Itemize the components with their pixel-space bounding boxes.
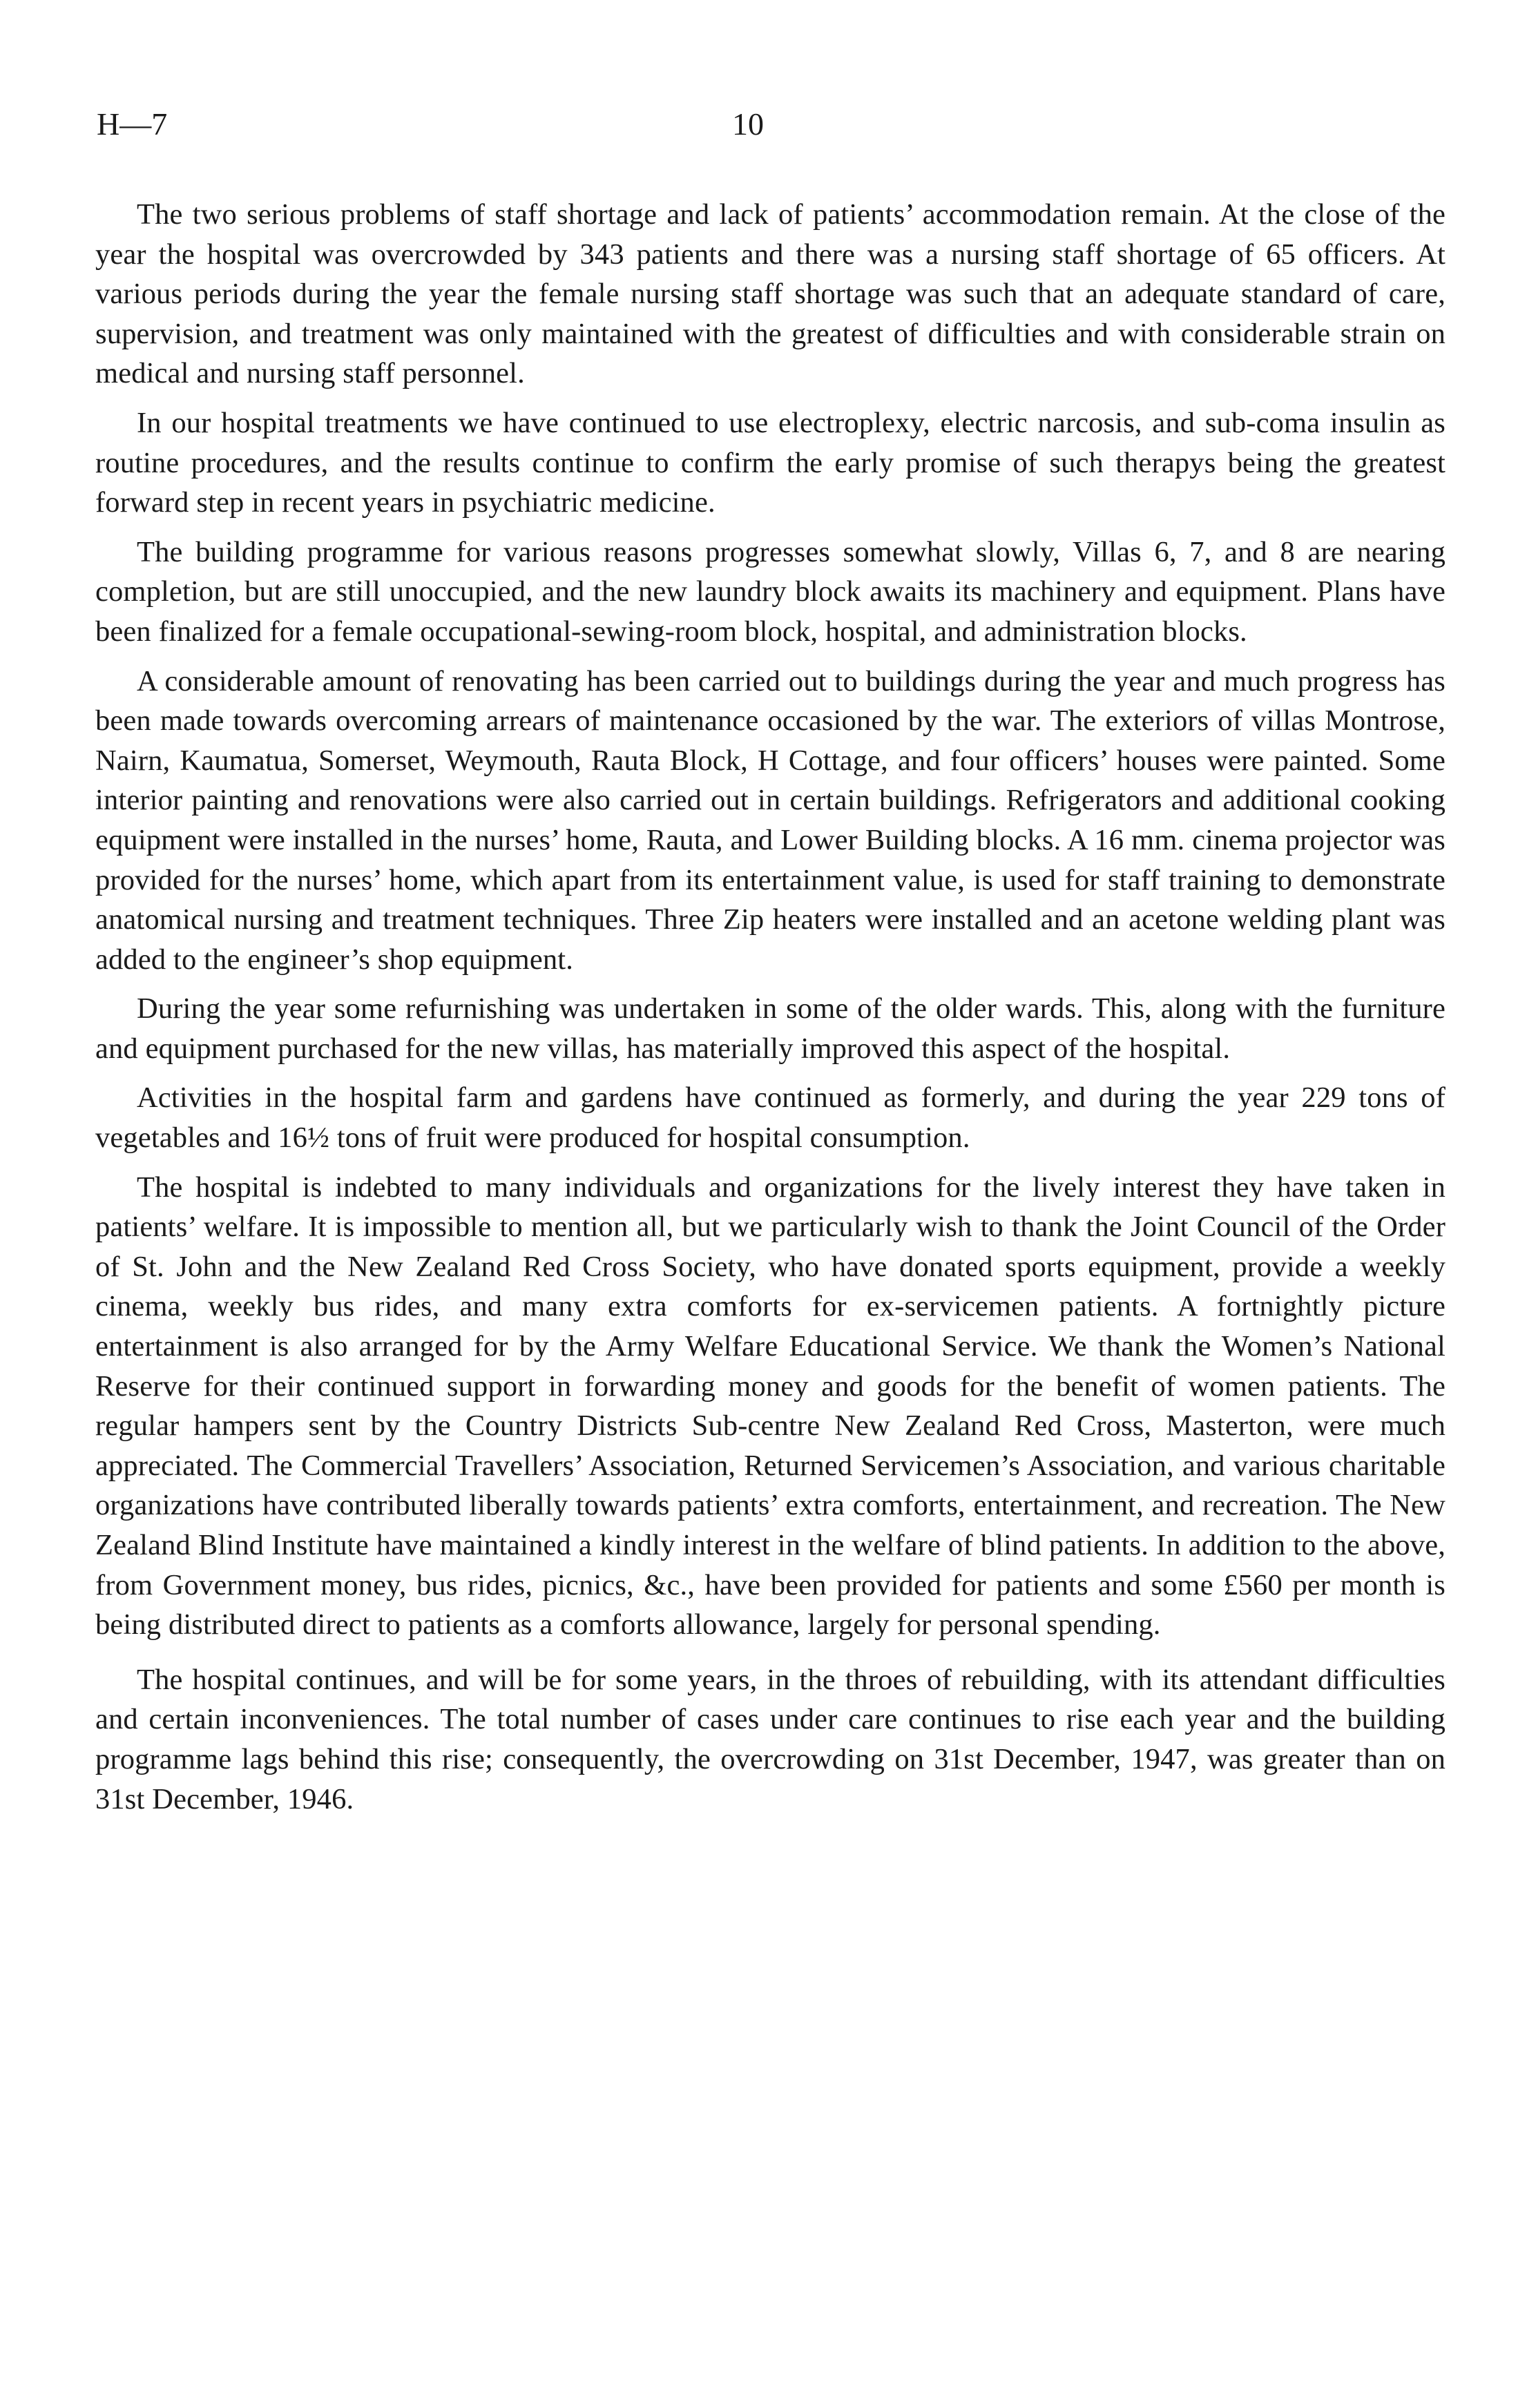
document-code: H—7 xyxy=(97,106,168,142)
page-number: 10 xyxy=(732,106,764,142)
paragraph-treatments: In our hospital treatments we have continued to use electroplexy, electric narcosis, and sub-coma insulin as routine procedures, and the results continue to confirm the early promise of such therapys being the greatest forward step in recent years in psychiatric medicine. xyxy=(95,406,1446,519)
paragraph-staff-shortage: The two serious problems of staff shortage and lack of patients’ accommodation remain. At the close of the year the hospital was overcrowded by 343 patients and there was a nursing staff shortage of 65 officers. At various periods during the year the female nursing staff shortage was such that an adequate standard of care, supervision, and treatment was only maintained with the greatest of difficulties and with considerable strain on medical and nursing staff personnel. xyxy=(95,198,1446,390)
paragraph-acknowledgements: The hospital is indebted to many individuals and organizations for the lively interest they have taken in patients’ welfare. It is impossible to mention all, but we particularly wish to thank the Joint Council of the Order of St. John and the New Zealand Red Cross Society, who have donated sports equipment, provide a weekly cinema, weekly bus rides, and many extra comforts for ex-servicemen patients. A fortnightly picture entertainment is also arranged for by the Army Welfare Educational Service. We thank the Women’s National Reserve for their continued support in forwarding money and goods for the benefit of women patients. The regular hampers sent by the Country Districts Sub-centre New Zealand Red Cross, Masterton, were much appreciated. The Commercial Travellers’ Association, Returned Servicemen’s Association, and various charitable organizations have contributed liberally towards patients’ extra comforts, entertainment, and recreation. The New Zealand Blind Institute have maintained a kindly interest in the welfare of blind patients. In addition to the above, from Government money, bus rides, picnics, &c., have been provided for patients and some £560 per month is being distributed direct to patients as a comforts allowance, largely for personal spending. xyxy=(95,1171,1446,1641)
paragraph-farm-and-gardens: Activities in the hospital farm and gardens have continued as formerly, and during the year 229 tons of vegetables and 16½ tons of fruit were produced for hospital consumption. xyxy=(95,1081,1446,1155)
body-text xyxy=(95,195,1446,1819)
paragraph-building-programme: The building programme for various reasons progresses somewhat slowly, Villas 6, 7, and 8 are nearing completion, but are still unoccupied, and the new laundry block awaits its machinery and equipment. Plans have been finalized for a female occupational-sewing-room block, hospital, and administration blocks. xyxy=(95,535,1446,648)
page-header xyxy=(97,104,1450,152)
paragraph-rebuilding: The hospital continues, and will be for some years, in the throes of rebuilding, with its attendant difficulties and certain inconveniences. The total number of cases under care continues to rise each year and the building programme lags behind this rise; consequently, the overcrowding on 31st December, 1947, was greater than on 31st December, 1946. xyxy=(95,1663,1446,1815)
paragraph-renovations: A considerable amount of renovating has been carried out to buildings during the year and much progress has been made towards overcoming arrears of maintenance occasioned by the war. The exteriors of villas Montrose, Nairn, Kaumatua, Somerset, Weymouth, Rauta Block, H Cottage, and four officers’ houses were painted. Some interior painting and renovations were also carried out in certain buildings. Refrigerators and additional cooking equipment were installed in the nurses’ home, Rauta, and Lower Building blocks. A 16 mm. cinema projector was provided for the nurses’ home, which apart from its entertainment value, is used for staff training to demonstrate anatomical nursing and treatment techniques. Three Zip heaters were installed and an acetone welding plant was added to the engineer’s shop equipment. xyxy=(95,664,1446,976)
paragraph-refurnishing: During the year some refurnishing was undertaken in some of the older wards. This, along with the furniture and equipment purchased for the new villas, has materially improved this aspect of the hospital. xyxy=(95,992,1446,1065)
